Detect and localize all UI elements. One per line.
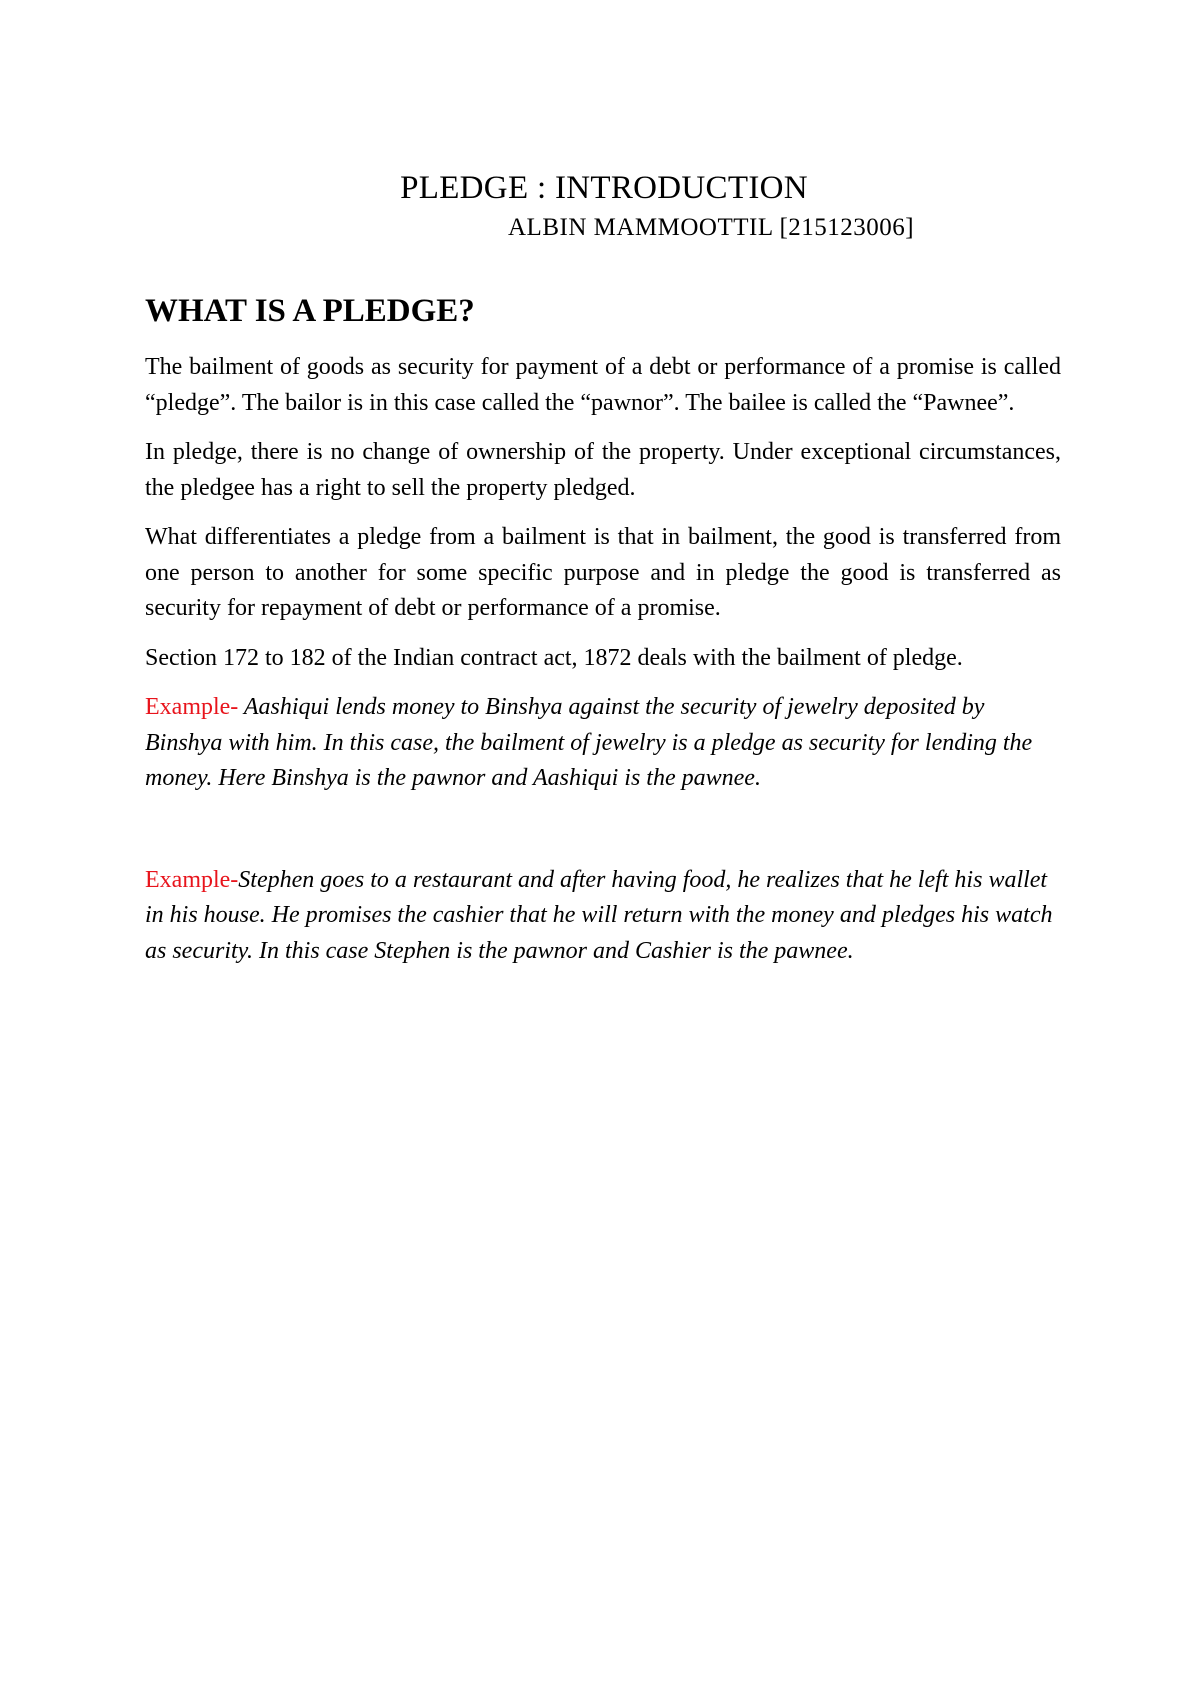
example-block-1 — [145, 690, 1061, 797]
example-label: Example- — [145, 694, 239, 720]
example-block-2 — [145, 863, 1061, 970]
section-heading: WHAT IS A PLEDGE? — [145, 293, 475, 329]
author-line: ALBIN MAMMOOTTIL [215123006] — [508, 214, 915, 241]
document-body — [145, 350, 1061, 983]
paragraph-definition: The bailment of goods as security for payment of a debt or performance of a promise is called “pledge”. The bailor is in this case called the “pawnor”. The bailee is called the “Pawnee”. — [145, 354, 1061, 416]
paragraph-difference: What differentiates a pledge from a bailment is that in bailment, the good is transferred from one person to another for some specific purpose and in pledge the good is transferred as security for repayment of debt or performance of a promise. — [145, 524, 1061, 621]
paragraph-ownership: In pledge, there is no change of ownership of the property. Under exceptional circumstances, the pledgee has a right to sell the property pledged. — [145, 439, 1061, 501]
paragraph-section: Section 172 to 182 of the Indian contract act, 1872 deals with the bailment of pledge. — [145, 644, 963, 671]
example-text: Aashiqui lends money to Binshya against the security of jewelry deposited by Binshya with him. In this case, the bailment of jewelry is a pledge as security for lending the money. Here Binshya is the pawnor and Aashiqui is the pawnee. — [145, 694, 1033, 791]
document-title — [0, 168, 1200, 208]
example-label: Example- — [145, 866, 239, 893]
spacer — [145, 811, 1061, 863]
example-text: Stephen goes to a restaurant and after having food, he realizes that he left his wallet in his house. He promises the cashier that he will return with the money and pledges his watch as security. In this case Stephen is the pawnor and Cashier is the pawnee. — [145, 866, 1053, 964]
document-title-text: PLEDGE : INTRODUCTION — [400, 170, 808, 206]
